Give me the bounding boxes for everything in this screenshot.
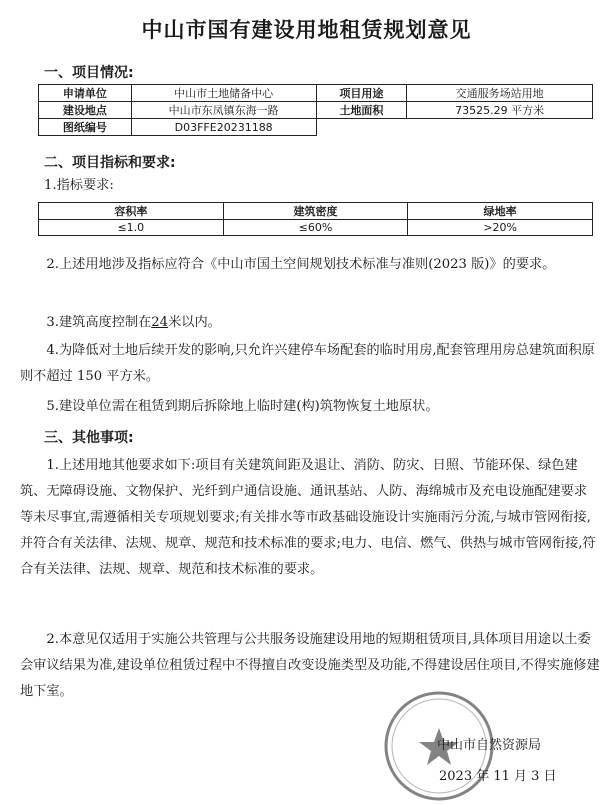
other-matter-2: 2.本意见仅适用于实施公共管理与公共服务设施建设用地的短期租赁项目,具体项目用途以土委会审议结果为准,建设单位租赁过程中不得擅自改变设施类型及功能,不得建设居住项目,不得实施修建地下室。 (20, 632, 600, 699)
table-row (39, 102, 593, 119)
header-green: 绿地率 (408, 203, 593, 220)
requirement-3 (20, 310, 600, 336)
label-applicant: 申请单位 (39, 85, 132, 102)
table-row (39, 220, 593, 236)
signature-org: 中山市自然资源局 (437, 738, 542, 753)
value-density: ≤60% (223, 220, 408, 236)
value-applicant: 中山市土地储备中心 (131, 85, 316, 102)
section-3-heading: 三、其他事项: (44, 430, 134, 446)
project-info-table (38, 84, 593, 136)
label-purpose: 项目用途 (316, 85, 407, 102)
label-drawing-no: 图纸编号 (39, 119, 132, 136)
label-area: 土地面积 (316, 102, 407, 119)
other-matter-1: 1.上述用地其他要求如下:项目有关建筑间距及退让、消防、防灾、日照、节能环保、绿色建筑、无障碍设施、文物保护、光纤到户通信设施、通讯基站、人防、海绵城市及充电设施配建要求等未尽事宜,需遵循相关专项规划要求;有关排水等市政基础设施设计实施雨污分流,与城市管网衔接,并符合有关法律、法规、规章、规范和技术标准的要求;电力、电信、燃气、供热与城市管网衔接,符合有关法律、法规、规章、规范和技术标准的要求。 (20, 458, 596, 577)
height-value: 24 (151, 315, 169, 330)
value-purpose: 交通服务场站用地 (407, 85, 593, 102)
height-suffix: 米以内。 (168, 315, 221, 330)
value-drawing-no: D03FFE20231188 (131, 119, 316, 136)
table-row (39, 85, 593, 102)
height-prefix: 3.建筑高度控制在 (46, 315, 152, 330)
section-2-heading: 二、项目指标和要求: (44, 155, 176, 171)
requirement-2: 2.上述用地涉及指标应符合《中山市国土空间规划技术标准与准则(2023 版)》的要求。 (46, 257, 556, 272)
indicator-label: 1.指标要求: (44, 178, 114, 193)
label-location: 建设地点 (39, 102, 132, 119)
value-far: ≤1.0 (39, 220, 224, 236)
table-row (39, 119, 593, 136)
indicator-table (38, 202, 593, 236)
value-green: >20% (408, 220, 593, 236)
document-title: 中山市国有建设用地租赁规划意见 (141, 18, 472, 42)
requirement-4: 4.为降低对土地后续开发的影响,只允许兴建停车场配套的临时用房,配套管理用房总建筑面积原则不超过 150 平方米。 (20, 343, 595, 384)
requirement-5: 5.建设单位需在租赁到期后拆除地上临时建(构)筑物恢复土地原状。 (46, 399, 439, 414)
value-area: 73525.29 平方米 (407, 102, 593, 119)
signature-date: 2023 年 11 月 3 日 (439, 769, 557, 784)
section-1-heading: 一、项目情况: (44, 65, 134, 81)
header-density: 建筑密度 (223, 203, 408, 220)
value-location: 中山市东凤镇东海一路 (131, 102, 316, 119)
table-row (39, 203, 593, 220)
header-far: 容积率 (39, 203, 224, 220)
